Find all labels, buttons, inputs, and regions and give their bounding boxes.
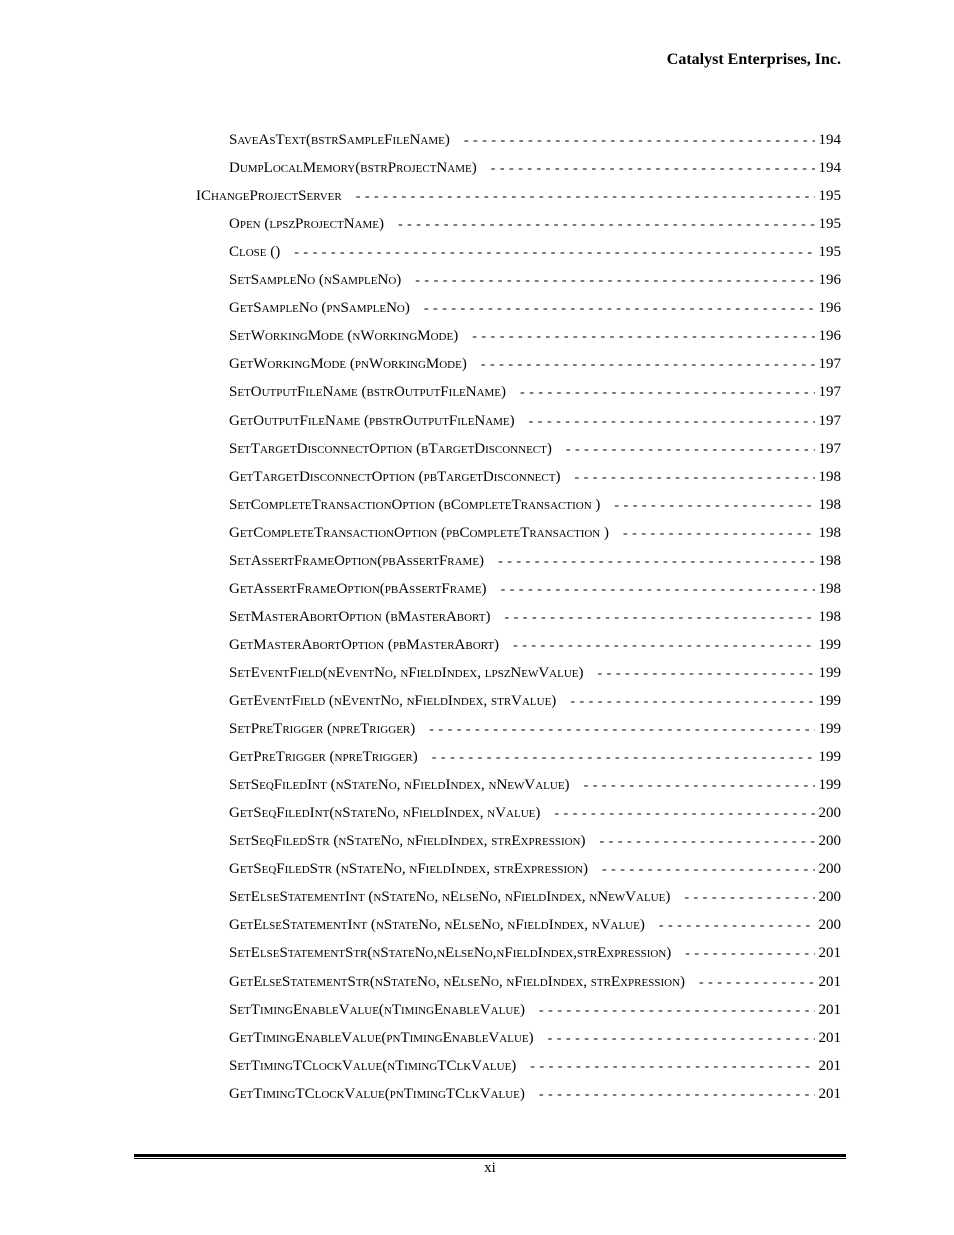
- toc-dot-leader: [520, 385, 814, 401]
- toc-entry-title: GetAssertFrameOption(pbAssertFrame): [229, 580, 487, 597]
- toc-entry[interactable]: [0, 300, 841, 328]
- toc-dot-leader: [432, 750, 815, 766]
- toc-entry-title: SetElseStatementStr(nStateNo,nElseNo,nFieldIndex,strExpression): [229, 945, 672, 962]
- toc-entry-page: 198: [818, 468, 841, 485]
- toc-entry[interactable]: [0, 889, 841, 917]
- toc-dot-leader: [530, 1059, 814, 1075]
- toc-entry-title: SetSeqFiledStr (nStateNo, nFieldIndex, strExpression): [229, 833, 586, 850]
- toc-entry-page: 201: [818, 945, 841, 962]
- toc-dot-leader: [481, 357, 815, 373]
- toc-entry[interactable]: [0, 777, 841, 805]
- toc-entry-page: 199: [818, 664, 841, 681]
- toc-dot-leader: [600, 834, 815, 850]
- toc-entry-page: 201: [818, 1085, 841, 1102]
- toc-entry-page: 196: [818, 272, 841, 289]
- toc-entry-title: GetMasterAbortOption (pbMasterAbort): [229, 636, 500, 653]
- toc-dot-leader: [472, 329, 814, 345]
- toc-entry-title: IChangeProjectServer: [196, 188, 342, 205]
- toc-dot-leader: [356, 189, 815, 205]
- footer-divider-thin: [134, 1158, 846, 1159]
- toc-dot-leader: [548, 1031, 815, 1047]
- toc-dot-leader: [566, 442, 815, 458]
- toc-entry-title: Close (): [229, 244, 281, 261]
- toc-dot-leader: [584, 778, 815, 794]
- toc-entry[interactable]: [0, 581, 841, 609]
- footer-divider: [134, 1154, 846, 1157]
- toc-entry[interactable]: [0, 1002, 841, 1030]
- toc-entry[interactable]: [0, 525, 841, 553]
- toc-dot-leader: [574, 470, 814, 486]
- toc-entry-title: GetTimingTClockValue(pnTimingTClkValue): [229, 1085, 525, 1102]
- toc-entry-page: 195: [818, 244, 841, 261]
- toc-entry-title: SetMasterAbortOption (bMasterAbort): [229, 608, 491, 625]
- toc-entry-page: 199: [818, 777, 841, 794]
- toc-entry-page: 199: [818, 749, 841, 766]
- toc-entry-page: 195: [818, 216, 841, 233]
- toc-entry-title: SetSeqFiledInt (nStateNo, nFieldIndex, nNewValue): [229, 777, 570, 794]
- toc-dot-leader: [429, 722, 814, 738]
- toc-entry[interactable]: [0, 1058, 841, 1086]
- toc-entry-page: 198: [818, 524, 841, 541]
- toc-entry-title: SaveAsText(bstrSampleFileName): [229, 132, 450, 148]
- toc-entry[interactable]: [0, 328, 841, 356]
- toc-entry-title: GetSeqFiledStr (nStateNo, nFieldIndex, strExpression): [229, 861, 588, 878]
- toc-entry-title: GetCompleteTransactionOption (pbCompleteTransaction ): [229, 524, 609, 541]
- toc-entry-title: GetElseStatementStr(nStateNo, nElseNo, nFieldIndex, strExpression): [229, 973, 686, 990]
- toc-entry-page: 200: [818, 917, 841, 934]
- toc-dot-leader: [699, 975, 814, 991]
- toc-entry[interactable]: [0, 721, 841, 749]
- toc-entry[interactable]: [0, 917, 841, 945]
- toc-entry[interactable]: [0, 665, 841, 693]
- toc-entry-title: SetElseStatementInt (nStateNo, nElseNo, nFieldIndex, nNewValue): [229, 889, 671, 906]
- toc-entry-title: GetEventField (nEventNo, nFieldIndex, strValue): [229, 693, 557, 709]
- toc-entry[interactable]: [0, 384, 841, 412]
- toc-dot-leader: [424, 301, 815, 317]
- toc-dot-leader: [659, 918, 815, 934]
- toc-entry-title: SetWorkingMode (nWorkingMode): [229, 328, 459, 345]
- toc-entry-page: 196: [818, 328, 841, 345]
- toc-dot-leader: [415, 273, 814, 289]
- toc-entry[interactable]: [0, 553, 841, 581]
- toc-entry-page: 201: [818, 1029, 841, 1046]
- toc-entry-page: 200: [818, 861, 841, 878]
- toc-entry-title: GetSeqFiledInt(nStateNo, nFieldIndex, nValue): [229, 805, 541, 822]
- toc-entry-title: GetOutputFileName (pbstrOutputFileName): [229, 412, 515, 429]
- toc-entry-page: 199: [818, 636, 841, 653]
- toc-entry-title: GetSampleNo (pnSampleNo): [229, 300, 410, 317]
- toc-entry-title: GetTimingEnableValue(pnTimingEnableValue): [229, 1029, 534, 1046]
- toc-dot-leader: [539, 1087, 815, 1103]
- toc-entry-page: 196: [818, 300, 841, 317]
- toc-entry[interactable]: [0, 160, 841, 188]
- toc-dot-leader: [623, 526, 815, 542]
- toc-dot-leader: [685, 946, 814, 962]
- toc-entry-title: Open (lpszProjectName): [229, 216, 384, 233]
- toc-entry[interactable]: [0, 413, 841, 441]
- toc-dot-leader: [570, 694, 814, 710]
- toc-dot-leader: [513, 638, 814, 654]
- toc-dot-leader: [464, 133, 815, 149]
- toc-dot-leader: [294, 245, 814, 261]
- toc-entry-title: SetTimingTClockValue(nTimingTClkValue): [229, 1057, 517, 1074]
- toc-entry-page: 199: [818, 721, 841, 738]
- toc-entry-page: 199: [818, 693, 841, 709]
- toc-entry-page: 200: [818, 833, 841, 850]
- toc-entry-title: SetTargetDisconnectOption (bTargetDisconnect): [229, 440, 552, 457]
- toc-entry-title: GetPreTrigger (npreTrigger): [229, 749, 418, 766]
- toc-dot-leader: [491, 161, 815, 177]
- page-header-company: Catalyst Enterprises, Inc.: [666, 51, 841, 68]
- toc-entry-title: SetCompleteTransactionOption (bCompleteTransaction ): [229, 496, 601, 513]
- toc-entry[interactable]: [0, 441, 841, 469]
- toc-entry[interactable]: [0, 609, 841, 637]
- toc-dot-leader: [614, 498, 814, 514]
- toc-entry-title: SetPreTrigger (npreTrigger): [229, 721, 416, 738]
- toc-entry-page: 194: [818, 132, 841, 148]
- toc-entry-page: 195: [818, 188, 841, 205]
- toc-entry[interactable]: [0, 132, 841, 160]
- toc-dot-leader: [501, 582, 815, 598]
- toc-entry[interactable]: [0, 356, 841, 384]
- toc-dot-leader: [398, 217, 815, 233]
- toc-entry[interactable]: [0, 749, 841, 777]
- toc-dot-leader: [554, 806, 814, 822]
- toc-dot-leader: [539, 1003, 815, 1019]
- toc-entry[interactable]: [0, 693, 841, 721]
- toc-dot-leader: [684, 890, 814, 906]
- toc-entry[interactable]: [0, 945, 841, 973]
- toc-entry-page: 201: [818, 1057, 841, 1074]
- toc-entry[interactable]: [0, 1030, 841, 1058]
- toc-entry[interactable]: [0, 833, 841, 861]
- toc-entry[interactable]: [0, 861, 841, 889]
- toc-entry-page: 201: [818, 973, 841, 990]
- toc-entry-page: 201: [818, 1001, 841, 1018]
- toc-entry[interactable]: [0, 216, 841, 244]
- toc-entry-page: 198: [818, 552, 841, 569]
- toc-entry-page: 200: [818, 889, 841, 906]
- toc-entry-page: 198: [818, 580, 841, 597]
- toc-entry-page: 198: [818, 608, 841, 625]
- toc-entry-page: 197: [818, 440, 841, 457]
- toc-entry-title: SetOutputFileName (bstrOutputFileName): [229, 384, 507, 401]
- toc-entry-page: 198: [818, 496, 841, 513]
- toc-entry-title: GetWorkingMode (pnWorkingMode): [229, 356, 467, 373]
- toc-entry-page: 197: [818, 412, 841, 429]
- toc-entry[interactable]: [0, 244, 841, 272]
- toc-entry-title: GetElseStatementInt (nStateNo, nElseNo, nFieldIndex, nValue): [229, 917, 645, 934]
- toc-entry-page: 200: [818, 805, 841, 822]
- toc-dot-leader: [498, 554, 814, 570]
- toc-entry-page: 197: [818, 356, 841, 373]
- toc-entry[interactable]: [0, 469, 841, 497]
- toc-entry[interactable]: [0, 637, 841, 665]
- page-number: xi: [484, 1160, 496, 1176]
- toc-entry-title: GetTargetDisconnectOption (pbTargetDisconnect): [229, 468, 561, 485]
- toc-entry-page: 194: [818, 160, 841, 177]
- toc-entry[interactable]: [0, 272, 841, 300]
- toc-entry[interactable]: [0, 1086, 841, 1114]
- toc-entry-title: SetEventField(nEventNo, nFieldIndex, lpszNewValue): [229, 664, 584, 681]
- toc-entry-title: SetTimingEnableValue(nTimingEnableValue): [229, 1001, 525, 1018]
- toc-dot-leader: [529, 414, 815, 430]
- toc-entry-title: SetAssertFrameOption(pbAssertFrame): [229, 552, 485, 569]
- toc-entry-title: SetSampleNo (nSampleNo): [229, 272, 402, 289]
- toc-entry[interactable]: [0, 805, 841, 833]
- toc-entry[interactable]: [0, 974, 841, 1002]
- toc-dot-leader: [602, 862, 815, 878]
- toc-entry[interactable]: [0, 497, 841, 525]
- toc-entry[interactable]: [0, 188, 841, 216]
- toc-dot-leader: [598, 666, 815, 682]
- toc-entry-title: DumpLocalMemory(bstrProjectName): [229, 160, 477, 177]
- toc-entry-page: 197: [818, 384, 841, 401]
- toc-dot-leader: [504, 610, 814, 626]
